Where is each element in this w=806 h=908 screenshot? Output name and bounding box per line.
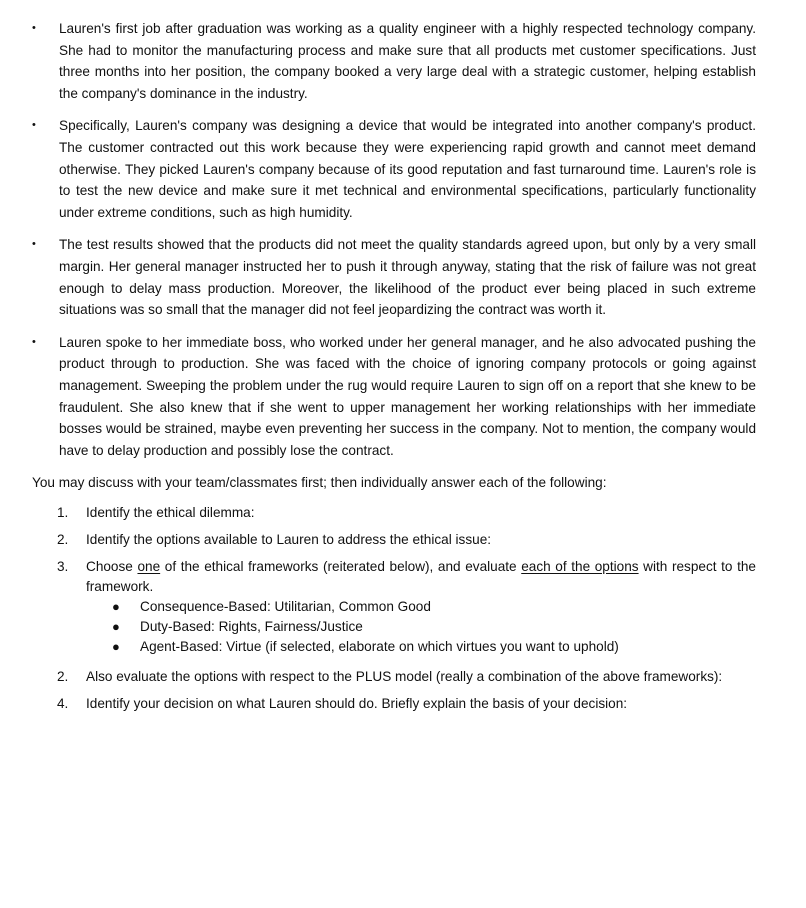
scenario-text: Lauren spoke to her immediate boss, who worked under her general manager, and he also advocated pushing the product through to production. She was faced with the choice of ignoring company protocols or going against management. Sweeping the problem under the rug would require Lauren to sign off on a report that she knew to be fraudulent. She also knew that if she went to upper management her working relationships with her immediate bosses would be strained, maybe even preventing her success in the company. Not to mention, the company would have to delay production and possibly lose the contract.	[59, 334, 756, 458]
scenario-text: Lauren's first job after graduation was working as a quality engineer with a highly respected technology company. She had to monitor the manufacturing process and make sure that all products met customer specifications. Just three months into her position, the company booked a very large deal with a strategic customer, helping establish the company's dominance in the industry.	[59, 21, 756, 101]
underlined-one: one	[137, 559, 161, 575]
text-segment: Choose	[86, 559, 138, 575]
question-item	[57, 529, 756, 551]
scenario-bullet	[32, 18, 756, 104]
scenario-bullet-list	[32, 18, 756, 461]
question-text: Also evaluate the options with respect to the PLUS model (really a combination of the above frameworks):	[86, 669, 723, 685]
text-segment: with respect to the framework.	[86, 559, 756, 595]
text-segment: of the ethical frameworks (reiterated below), and evaluate	[160, 559, 522, 575]
framework-item	[112, 637, 756, 657]
underlined-each-option: each of the options	[521, 559, 639, 575]
question-number: 2.	[57, 532, 69, 548]
question-number: 2.	[57, 669, 69, 685]
instructions-intro: You may discuss with your team/classmates first; then individually answer each of the following:	[32, 475, 607, 491]
bullet-icon: •	[32, 335, 36, 348]
question-number: 3.	[57, 559, 69, 575]
scenario-bullet	[32, 332, 756, 462]
framework-list	[112, 597, 756, 657]
question-item	[57, 502, 756, 524]
framework-text: Consequence-Based: Utilitarian, Common Good	[140, 599, 431, 615]
bullet-icon: •	[32, 238, 36, 251]
framework-item	[112, 617, 756, 637]
question-text: Identify your decision on what Lauren should do. Briefly explain the basis of your decision:	[86, 696, 628, 712]
scenario-text: Specifically, Lauren's company was designing a device that would be integrated into another company's product. The customer contracted out this work because they were experiencing rapid growth and cannot meet demand otherwise. They picked Lauren's company because of its good reputation and fast turnaround time. Lauren's role is to test the new device and make sure it met technical and environmental specifications, particularly functionality under extreme conditions, such as high humidity.	[59, 118, 756, 220]
bullet-icon: ●	[112, 619, 120, 635]
question-number: 1.	[57, 504, 69, 520]
bullet-icon: •	[32, 119, 36, 132]
bullet-icon: ●	[112, 639, 120, 655]
question-text	[86, 559, 756, 594]
question-item	[57, 667, 756, 687]
scenario-text: The test results showed that the products did not meet the quality standards agreed upon, but only by a very small margin. Her general manager instructed her to push it through anyway, stating that the risk of failure was not great enough to delay mass production. Moreover, the likelihood of the product ever being placed in such extreme situations was so small that the manager did not feel jeopardizing the contract was worth it.	[59, 237, 756, 318]
bullet-icon: ●	[112, 599, 120, 615]
framework-text: Duty-Based: Rights, Fairness/Justice	[140, 619, 363, 635]
question-item	[57, 557, 756, 657]
question-text: Identify the ethical dilemma:	[86, 504, 255, 520]
scenario-bullet	[32, 234, 756, 320]
framework-item	[112, 597, 756, 617]
question-item	[57, 693, 756, 715]
bullet-icon: •	[32, 22, 36, 34]
framework-text: Agent-Based: Virtue (if selected, elaborate on which virtues you want to uphold)	[140, 639, 619, 655]
question-number: 4.	[57, 696, 69, 712]
question-text: Identify the options available to Lauren to address the ethical issue:	[86, 532, 492, 548]
question-list	[32, 502, 756, 715]
scenario-bullet	[32, 115, 756, 223]
